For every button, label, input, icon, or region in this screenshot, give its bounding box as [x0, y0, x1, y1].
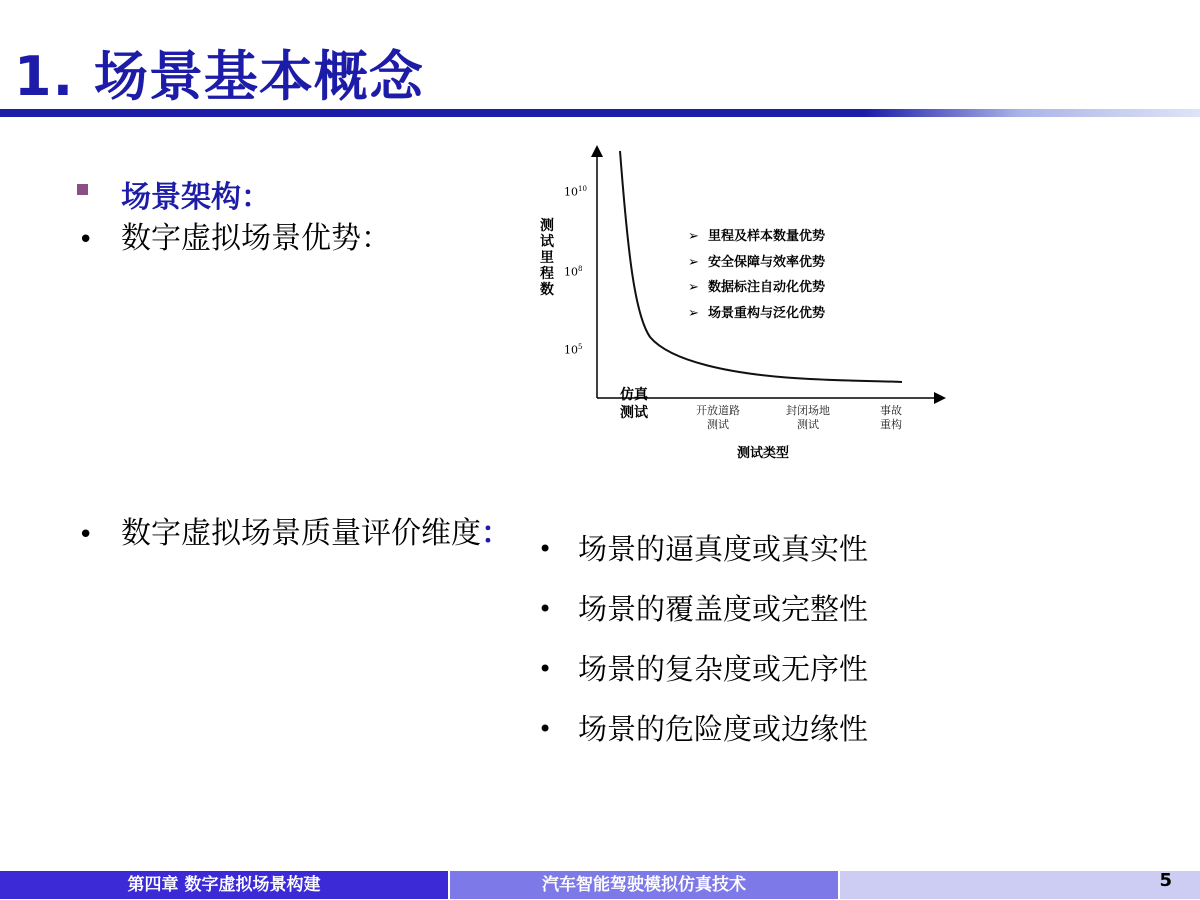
title-underline	[0, 109, 1200, 117]
arrow-bullet-icon: ➢	[688, 280, 699, 295]
arrow-bullet-icon: ➢	[688, 305, 699, 321]
quality-dimension-list	[538, 531, 868, 771]
legend-item: ➢ 里程及样本数量优势	[688, 229, 826, 244]
list-item: • 场景的逼真度或真实性	[538, 532, 869, 566]
bullet-dot-icon: •	[538, 595, 553, 623]
list-item: • 场景的复杂度或无序性	[538, 652, 869, 686]
y-tick-label: $10^5$	[564, 343, 583, 357]
footer-course: 汽车智能驾驶模拟仿真技术	[450, 871, 838, 899]
y-tick-label: $10^{10}$	[564, 185, 587, 199]
y-tick-label: $10^8$	[564, 265, 583, 279]
x-category-simulation: 仿真 测试	[620, 387, 648, 421]
list-item: • 场景的覆盖度或完整性	[538, 592, 869, 626]
bullet-dot-icon: •	[538, 535, 553, 563]
legend-item: ➢ 场景重构与泛化优势	[688, 305, 826, 321]
bullet-quality-dimensions: 数字虚拟场景质量评价维度：	[121, 516, 511, 551]
legend-item: ➢ 数据标注自动化优势	[688, 280, 826, 295]
bullet-dot-icon: •	[538, 655, 553, 683]
footer-chapter: 第四章 数字虚拟场景构建	[0, 871, 448, 899]
legend-item: ➢ 安全保障与效率优势	[688, 254, 826, 270]
arrow-bullet-icon: ➢	[688, 254, 699, 270]
bullet-dot-icon: •	[538, 715, 553, 743]
mileage-chart	[530, 145, 950, 465]
bullet-dot-icon: •	[78, 225, 94, 255]
chart-legend	[688, 225, 825, 327]
x-category-open-road: 开放道路 测试	[696, 404, 740, 431]
arrow-bullet-icon: ➢	[688, 229, 699, 244]
x-category-accident: 事故 重构	[880, 404, 902, 431]
page-number: 5	[840, 871, 1200, 899]
x-category-closed-site: 封闭场地 测试	[786, 404, 830, 431]
slide-footer	[0, 871, 1200, 899]
heading-scene-architecture: 场景架构：	[121, 180, 271, 215]
y-axis-label: 测试里程数	[540, 218, 554, 298]
x-axis-title: 测试类型	[737, 446, 790, 461]
bullet-dot-icon: •	[78, 520, 94, 550]
square-bullet-icon	[77, 184, 88, 195]
slide-title: 1. 场景基本概念	[14, 45, 424, 108]
bullet-advantages: 数字虚拟场景优势：	[121, 221, 391, 256]
list-item: • 场景的危险度或边缘性	[538, 712, 869, 746]
